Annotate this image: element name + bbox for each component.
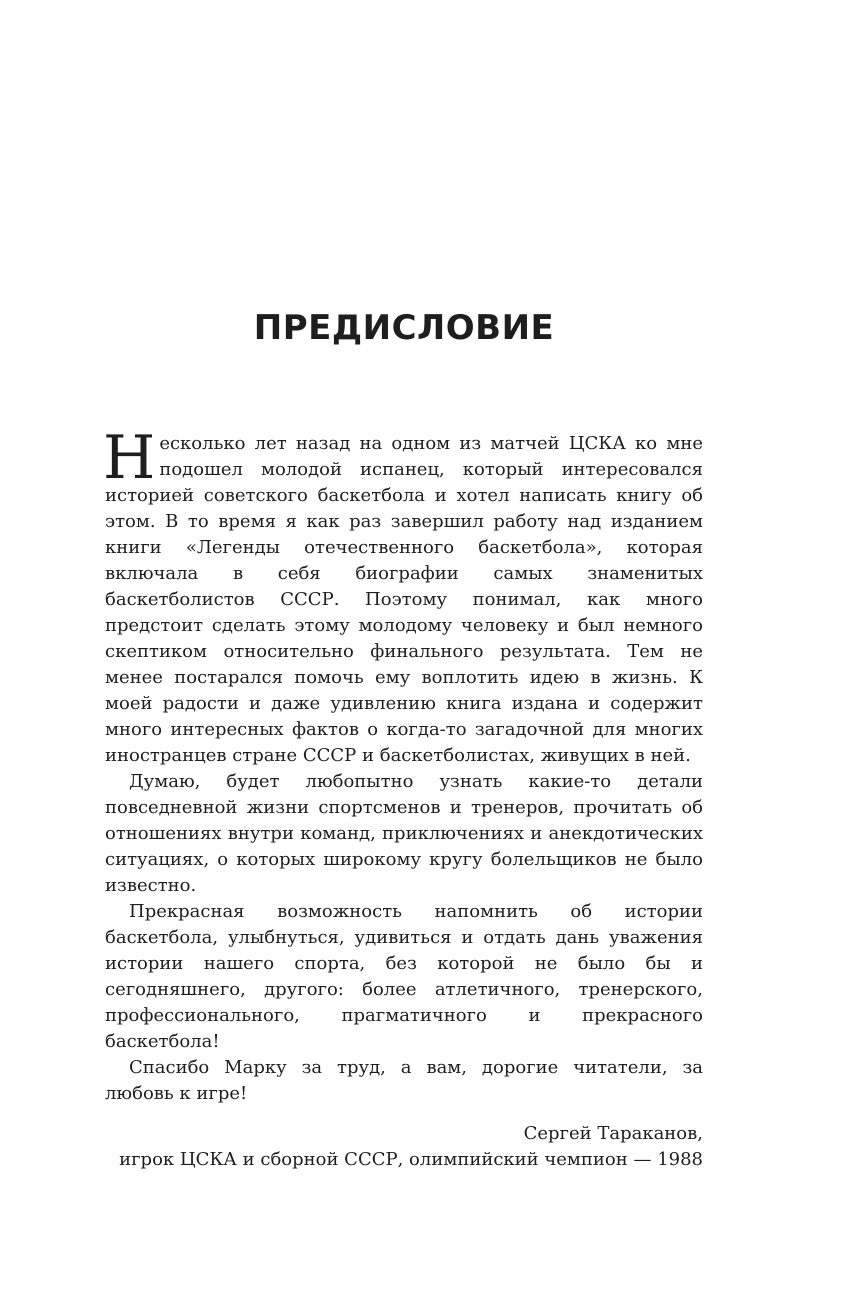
page-title: ПРЕДИСЛОВИЕ — [253, 308, 555, 348]
paragraph-1 — [103, 423, 703, 769]
preface-body — [103, 423, 703, 1173]
paragraph-3: Прекрасная возможность напомнить об истории баскетбола, улыбнуться, удивиться и отдать дань уважения истории нашего спорта, без которой не было бы и сегодняшнего, другого: более атлетичного, тренерского, профессионального, прагматичного и прекрасного баскетбола! — [105, 901, 703, 1052]
signature-name: Сергей Тараканов, — [523, 1123, 703, 1144]
drop-cap: Н — [103, 423, 156, 493]
paragraph-4: Спасибо Марку за труд, а вам, дорогие читатели, за любовь к игре! — [105, 1057, 703, 1104]
signature-block — [105, 1121, 703, 1173]
signature-title: игрок ЦСКА и сборной СССР, олимпийский чемпион — 1988 — [119, 1149, 703, 1170]
paragraph-1-text: есколько лет назад на одном из матчей ЦСКА ко мне подошел молодой испанец, который интересовался историей советского баскетбола и хотел написать книгу об этом. В то время я как раз завершил работу над изданием книги «Легенды отечественного баскетбола», которая включала в себя биографии самых знаменитых баскетболистов СССР. Поэтому понимал, как много предстоит сделать этому молодому человеку и был немного скептиком относительно финального результата. Тем не менее постарался помочь ему воплотить идею в жизнь. К моей радости и даже удивлению книга издана и содержит много интересных фактов о когда-то загадочной для многих иностранцев стране СССР и баскетболистах, живущих в ней. — [105, 433, 703, 766]
paragraph-2: Думаю, будет любопытно узнать какие-то детали повседневной жизни спортсменов и тренеров, прочитать об отношениях внутри команд, приключениях и анекдотических ситуациях, о которых широкому кругу болельщиков не было известно. — [105, 771, 703, 896]
